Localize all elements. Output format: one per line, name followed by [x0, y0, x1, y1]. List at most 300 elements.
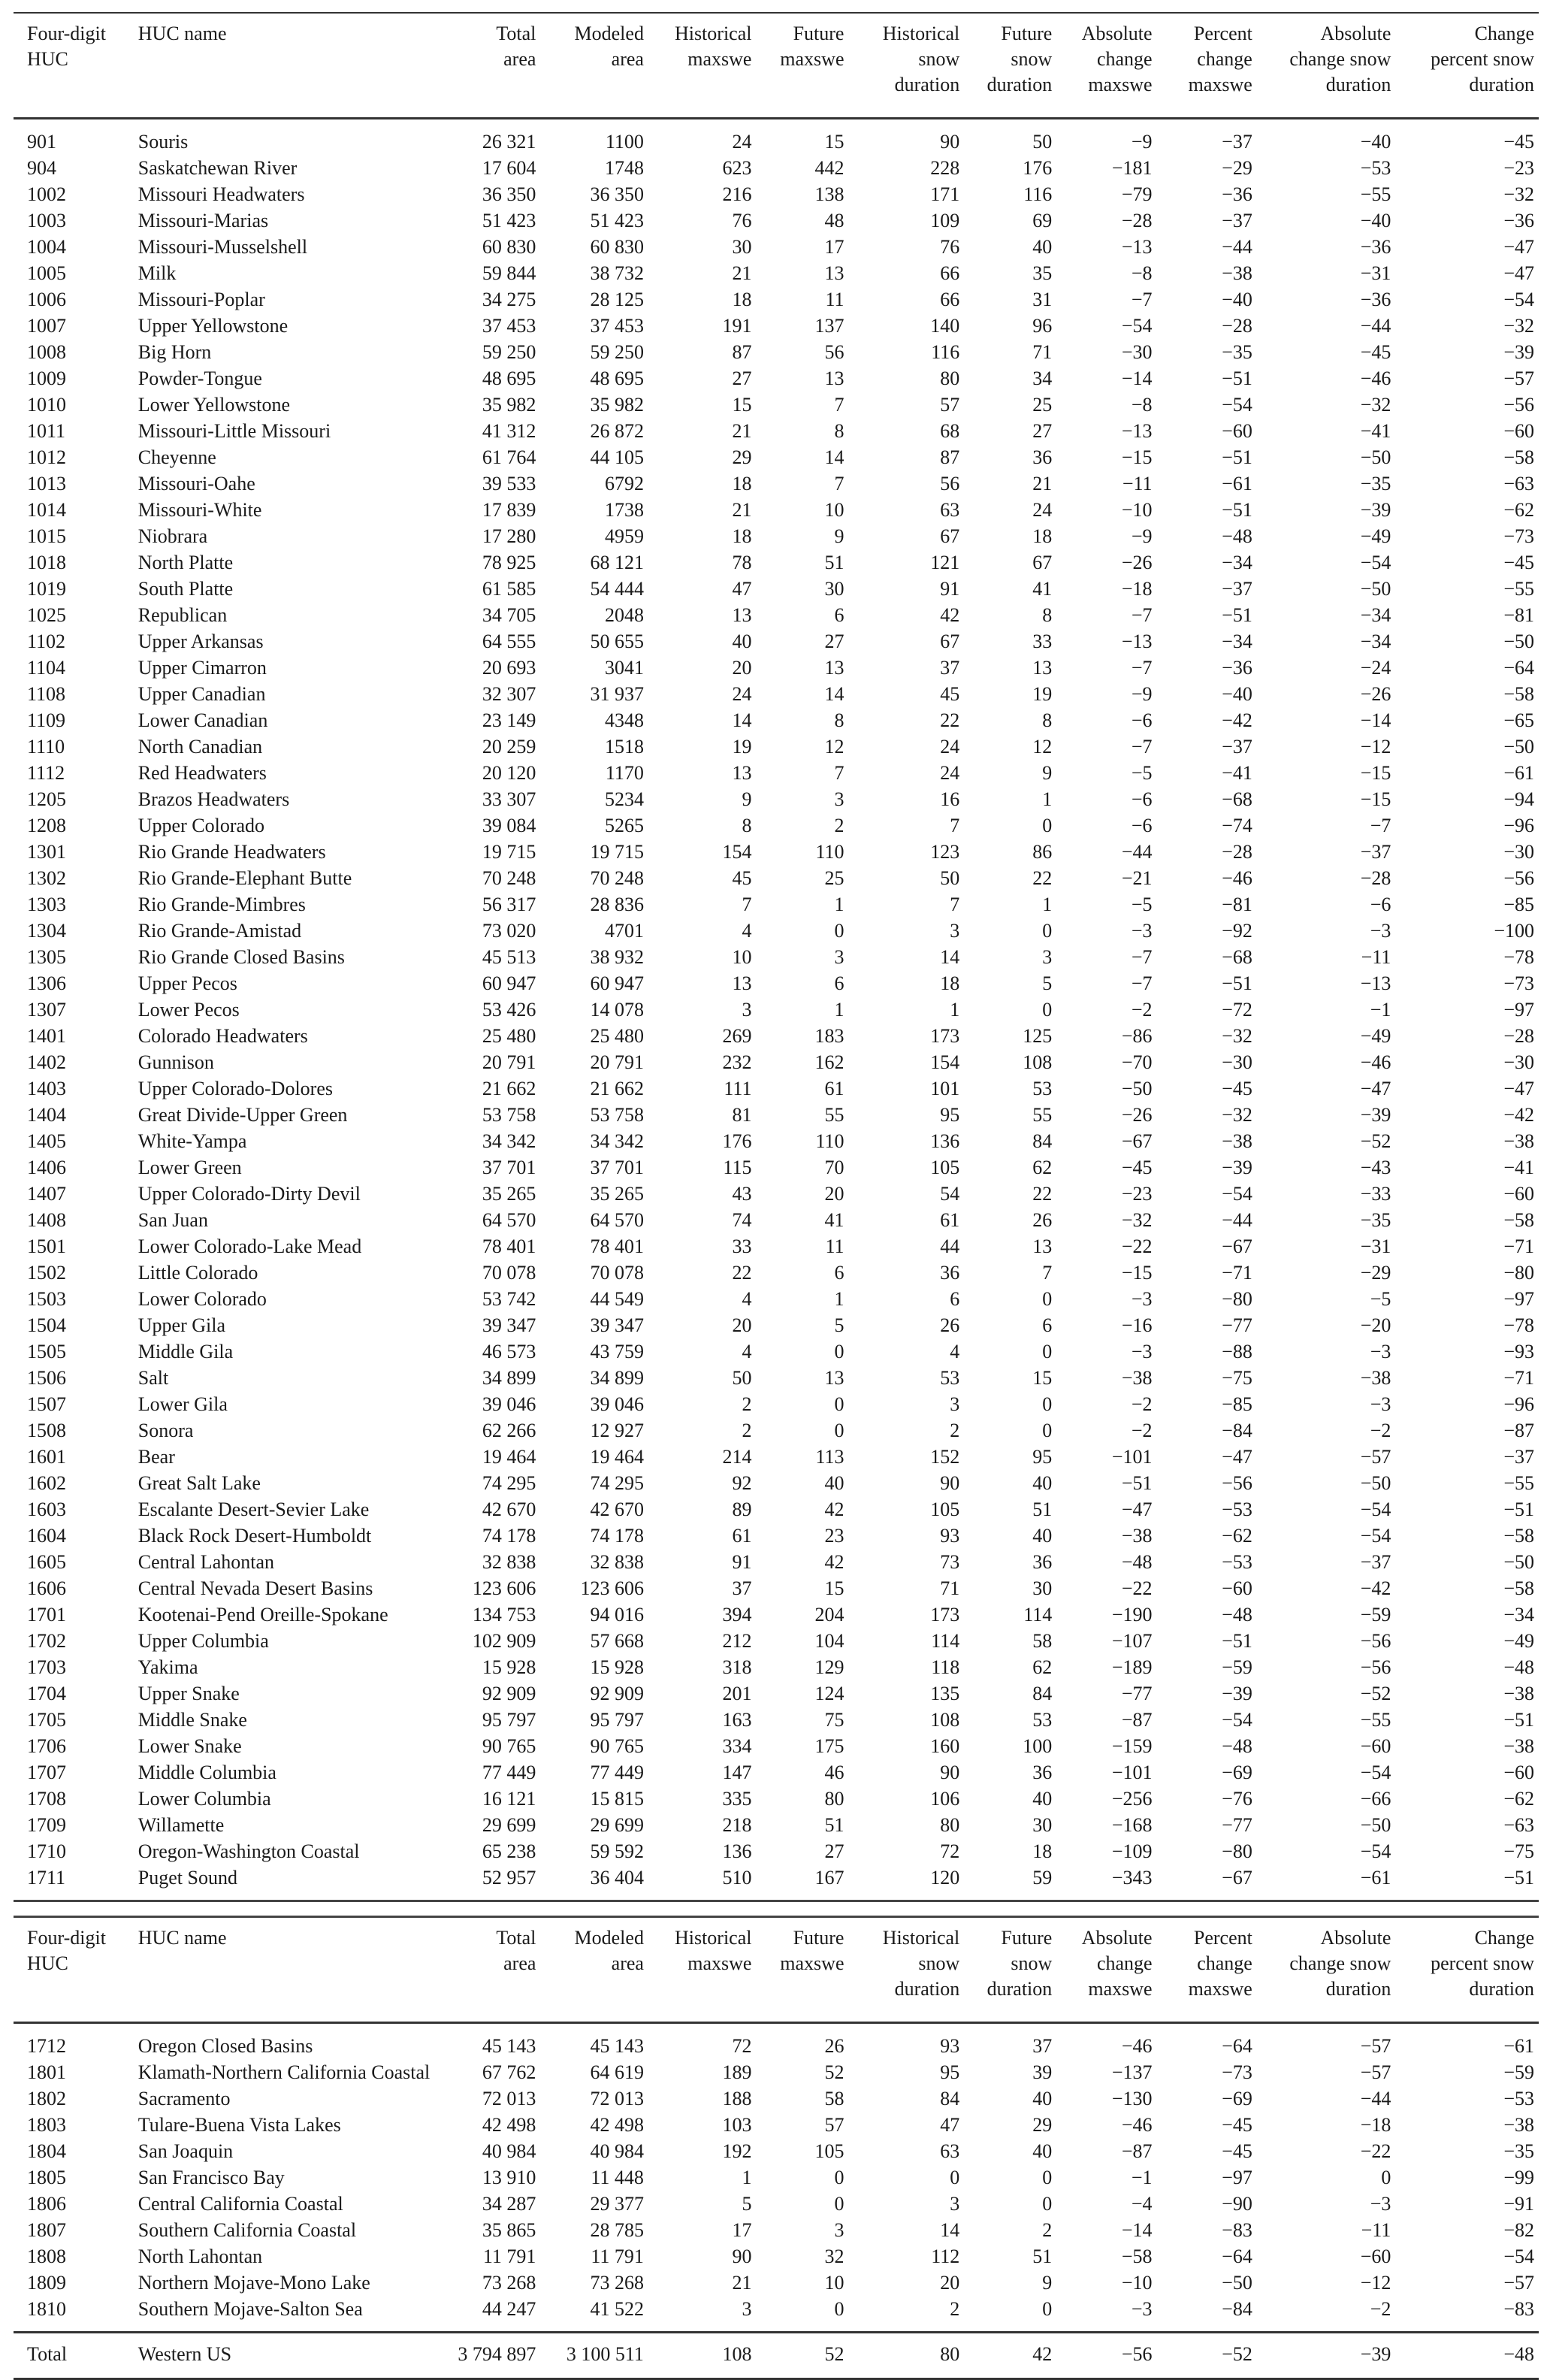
cell-change-percent-snow-duration: −51: [1503, 1867, 1534, 1889]
header-line: Future: [793, 23, 844, 44]
cell-modeled-area: 42 498: [590, 2114, 644, 2136]
cell-change-percent-snow-duration: −54: [1503, 2245, 1534, 2267]
cell-future-snow-duration: 53: [1032, 1709, 1053, 1731]
cell-absolute-change-maxswe: −14: [1121, 2219, 1153, 2241]
cell-total-area: 46 573: [482, 1341, 536, 1362]
cell-future-snow-duration: 40: [1032, 236, 1053, 258]
cell-historical-maxswe: 9: [742, 788, 752, 810]
cell-huc-code: 1404: [27, 1104, 66, 1126]
cell-modeled-area: 77 449: [590, 1762, 644, 1783]
cell-modeled-area: 36 350: [590, 183, 644, 205]
cell-huc-name: Missouri Headwaters: [137, 183, 305, 205]
header-line: duration: [1325, 74, 1391, 95]
cell-total-area: 19 464: [482, 1446, 536, 1468]
cell-huc-name: Rio Grande-Mimbres: [137, 894, 306, 915]
cell-future-snow-duration: 9: [1042, 762, 1053, 784]
cell-absolute-change-snow-duration: −34: [1360, 604, 1391, 626]
cell-change-percent-snow-duration: −48: [1503, 2343, 1534, 2365]
cell-percent-change-maxswe: −44: [1222, 236, 1252, 258]
cell-historical-snow-duration: 66: [940, 262, 960, 284]
cell-absolute-change-snow-duration: −56: [1360, 1630, 1391, 1652]
cell-modeled-area: 39 046: [590, 1393, 644, 1415]
cell-percent-change-maxswe: −51: [1222, 499, 1252, 521]
cell-absolute-change-maxswe: −190: [1111, 1604, 1153, 1625]
cell-change-percent-snow-duration: −50: [1503, 736, 1534, 758]
cell-future-maxswe: 32: [824, 2245, 844, 2267]
cell-historical-snow-duration: 93: [940, 1525, 960, 1547]
cell-absolute-change-maxswe: −87: [1121, 1709, 1153, 1731]
table-row: [14, 1049, 1539, 1075]
cell-absolute-change-maxswe: −181: [1111, 157, 1153, 179]
cell-absolute-change-snow-duration: −11: [1361, 946, 1391, 968]
cell-huc-name: Upper Snake: [137, 1683, 240, 1704]
header-line: Future: [1001, 1927, 1053, 1949]
cell-total-area: 40 984: [482, 2140, 536, 2162]
cell-change-percent-snow-duration: −87: [1503, 1420, 1534, 1441]
cell-percent-change-maxswe: −68: [1222, 788, 1252, 810]
cell-historical-maxswe: 76: [732, 210, 752, 231]
cell-absolute-change-snow-duration: −47: [1360, 1078, 1391, 1099]
cell-historical-snow-duration: 50: [940, 867, 960, 889]
cell-change-percent-snow-duration: −47: [1503, 1078, 1534, 1099]
cell-total-area: 134 753: [472, 1604, 536, 1625]
cell-historical-maxswe: 47: [732, 578, 752, 600]
cell-future-snow-duration: 8: [1042, 709, 1053, 731]
cell-huc-code: 1019: [27, 578, 66, 600]
cell-absolute-change-maxswe: −107: [1111, 1630, 1153, 1652]
cell-total-area: 17 839: [482, 499, 536, 521]
cell-historical-snow-duration: 90: [940, 131, 960, 153]
cell-future-snow-duration: 55: [1032, 1104, 1053, 1126]
cell-huc-code: 1018: [27, 552, 66, 573]
cell-modeled-area: 43 759: [590, 1341, 644, 1362]
cell-future-snow-duration: 22: [1032, 867, 1053, 889]
cell-total-area: 26 321: [482, 131, 536, 153]
cell-future-maxswe: 14: [824, 446, 844, 468]
cell-percent-change-maxswe: −85: [1222, 1393, 1252, 1415]
cell-huc-name: Northern Mojave-Mono Lake: [137, 2272, 370, 2294]
table-row: [14, 733, 1539, 760]
cell-change-percent-snow-duration: −57: [1503, 2272, 1534, 2294]
cell-absolute-change-maxswe: −256: [1111, 1788, 1153, 1810]
cell-modeled-area: 35 265: [590, 1183, 644, 1205]
cell-future-maxswe: 51: [824, 1814, 844, 1836]
cell-absolute-change-maxswe: −58: [1121, 2245, 1153, 2267]
cell-absolute-change-snow-duration: −56: [1360, 1656, 1391, 1678]
cell-change-percent-snow-duration: −97: [1503, 999, 1534, 1021]
cell-future-maxswe: 13: [824, 1367, 844, 1389]
cell-absolute-change-snow-duration: −11: [1361, 2219, 1391, 2241]
cell-change-percent-snow-duration: −71: [1503, 1367, 1534, 1389]
cell-historical-maxswe: 3: [742, 999, 752, 1021]
header-line: duration: [1469, 74, 1534, 95]
cell-historical-snow-duration: 95: [940, 1104, 960, 1126]
cell-historical-maxswe: 81: [732, 1104, 752, 1126]
cell-huc-code: 1507: [27, 1393, 66, 1415]
table-row: [14, 786, 1539, 812]
header-line: HUC: [27, 48, 68, 70]
cell-future-maxswe: 6: [834, 972, 844, 994]
cell-huc-code: 1407: [27, 1183, 66, 1205]
cell-huc-name: Upper Arkansas: [137, 631, 264, 652]
cell-modeled-area: 59 250: [590, 341, 644, 363]
cell-modeled-area: 28 785: [590, 2219, 644, 2241]
cell-absolute-change-maxswe: −3: [1131, 2298, 1153, 2320]
document-page: [14, 12, 1539, 2380]
cell-percent-change-maxswe: −34: [1222, 631, 1252, 652]
table-row: [14, 1680, 1539, 1707]
cell-absolute-change-snow-duration: −54: [1360, 1762, 1391, 1783]
cell-percent-change-maxswe: −51: [1222, 972, 1252, 994]
cell-huc-code: 1701: [27, 1604, 66, 1625]
cell-huc-code: 1603: [27, 1498, 66, 1520]
table-row: [14, 2217, 1539, 2243]
header-line: Four-digit: [27, 1927, 106, 1949]
cell-absolute-change-snow-duration: −49: [1360, 1025, 1391, 1047]
cell-modeled-area: 53 758: [590, 1104, 644, 1126]
cell-modeled-area: 4959: [604, 525, 644, 547]
cell-huc-name: Salt: [137, 1367, 169, 1389]
cell-modeled-area: 32 838: [590, 1551, 644, 1573]
cell-percent-change-maxswe: −83: [1222, 2219, 1252, 2241]
cell-future-snow-duration: 67: [1032, 552, 1053, 573]
cell-change-percent-snow-duration: −100: [1494, 920, 1534, 942]
cell-absolute-change-maxswe: −168: [1111, 1814, 1153, 1836]
cell-absolute-change-maxswe: −9: [1131, 683, 1153, 705]
cell-percent-change-maxswe: −51: [1222, 604, 1252, 626]
header-line: duration: [894, 74, 960, 95]
cell-future-maxswe: 80: [824, 1788, 844, 1810]
cell-percent-change-maxswe: −39: [1222, 1683, 1252, 1704]
cell-huc-code: 1604: [27, 1525, 66, 1547]
cell-future-maxswe: 8: [834, 420, 844, 442]
cell-total-area: 60 830: [482, 236, 536, 258]
cell-huc-code: 1104: [27, 657, 66, 679]
cell-future-snow-duration: 40: [1032, 2140, 1053, 2162]
cell-future-maxswe: 17: [824, 236, 844, 258]
cell-future-snow-duration: 35: [1032, 262, 1053, 284]
cell-modeled-area: 5234: [604, 788, 644, 810]
cell-historical-maxswe: 43: [732, 1183, 752, 1205]
table-row: [14, 549, 1539, 576]
cell-historical-maxswe: 50: [732, 1367, 752, 1389]
column-header-huc-name: [129, 1917, 430, 2023]
cell-huc-name: Missouri-White: [137, 499, 262, 521]
table-row: [14, 1523, 1539, 1549]
cell-change-percent-snow-duration: −36: [1503, 210, 1534, 231]
cell-future-snow-duration: 40: [1032, 1525, 1053, 1547]
cell-absolute-change-maxswe: −38: [1121, 1525, 1153, 1547]
cell-huc-name: Great Salt Lake: [137, 1472, 261, 1494]
cell-modeled-area: 1100: [605, 131, 644, 153]
column-header-modeled-area: [545, 13, 653, 119]
cell-change-percent-snow-duration: −60: [1503, 1183, 1534, 1205]
header-line: Absolute: [1081, 1927, 1153, 1949]
table-row: [14, 1233, 1539, 1260]
cell-percent-change-maxswe: −56: [1222, 1472, 1252, 1494]
cell-huc-code: 1406: [27, 1157, 66, 1178]
header-line: percent snow: [1431, 48, 1534, 70]
cell-modeled-area: 2048: [604, 604, 644, 626]
cell-future-maxswe: 8: [834, 709, 844, 731]
cell-huc-code: 1703: [27, 1656, 66, 1678]
cell-change-percent-snow-duration: −83: [1503, 2298, 1534, 2320]
cell-absolute-change-snow-duration: −20: [1360, 1314, 1391, 1336]
cell-absolute-change-maxswe: −137: [1111, 2061, 1153, 2083]
cell-future-maxswe: 40: [824, 1472, 844, 1494]
cell-change-percent-snow-duration: −55: [1503, 1472, 1534, 1494]
cell-total-area: 62 266: [482, 1420, 536, 1441]
cell-future-maxswe: 13: [824, 262, 844, 284]
cell-historical-snow-duration: 112: [931, 2245, 960, 2267]
cell-total-area: 44 247: [482, 2298, 536, 2320]
cell-historical-snow-duration: 71: [940, 1577, 960, 1599]
cell-historical-maxswe: 33: [732, 1235, 752, 1257]
cell-huc-code: 1805: [27, 2167, 66, 2188]
cell-modeled-area: 37 701: [590, 1157, 644, 1178]
cell-huc-code: 1508: [27, 1420, 66, 1441]
cell-change-percent-snow-duration: −38: [1503, 2114, 1534, 2136]
table-row: [14, 1312, 1539, 1338]
cell-percent-change-maxswe: −71: [1222, 1262, 1252, 1284]
cell-huc-code: 1702: [27, 1630, 66, 1652]
cell-future-maxswe: 3: [834, 788, 844, 810]
cell-future-maxswe: 6: [834, 1262, 844, 1284]
cell-modeled-area: 64 570: [590, 1209, 644, 1231]
cell-huc-code: 1205: [27, 788, 66, 810]
cell-future-maxswe: 48: [824, 210, 844, 231]
cell-total-area: 34 287: [482, 2193, 536, 2215]
cell-historical-snow-duration: 105: [930, 1157, 960, 1178]
cell-absolute-change-snow-duration: −54: [1360, 1525, 1391, 1547]
cell-historical-snow-duration: 14: [940, 946, 960, 968]
cell-change-percent-snow-duration: −58: [1503, 683, 1534, 705]
cell-absolute-change-snow-duration: −44: [1360, 315, 1391, 337]
cell-absolute-change-snow-duration: −40: [1360, 210, 1391, 231]
cell-total-area: 59 844: [482, 262, 536, 284]
cell-historical-snow-duration: 63: [940, 2140, 960, 2162]
cell-absolute-change-snow-duration: −28: [1360, 867, 1391, 889]
cell-historical-snow-duration: 0: [950, 2167, 960, 2188]
table-row: [14, 707, 1539, 733]
cell-change-percent-snow-duration: −28: [1503, 1025, 1534, 1047]
cell-change-percent-snow-duration: −58: [1503, 446, 1534, 468]
table-row: [14, 1864, 1539, 1901]
header-line: snow: [918, 1952, 960, 1974]
cell-future-maxswe: 25: [824, 867, 844, 889]
cell-total-area: 25 480: [482, 1025, 536, 1047]
cell-future-maxswe: 183: [814, 1025, 844, 1047]
column-header-future-maxswe: [760, 1917, 853, 2023]
cell-modeled-area: 90 765: [590, 1735, 644, 1757]
cell-percent-change-maxswe: −75: [1222, 1367, 1252, 1389]
cell-historical-snow-duration: 2: [950, 1420, 960, 1441]
cell-historical-maxswe: 176: [722, 1130, 752, 1152]
cell-historical-maxswe: 20: [732, 1314, 752, 1336]
cell-future-maxswe: 5: [834, 1314, 844, 1336]
cell-change-percent-snow-duration: −38: [1503, 1130, 1534, 1152]
cell-change-percent-snow-duration: −30: [1503, 841, 1534, 863]
cell-huc-code: 1208: [27, 815, 66, 836]
cell-absolute-change-maxswe: −46: [1121, 2035, 1153, 2057]
cell-huc-name: Oregon Closed Basins: [137, 2035, 313, 2057]
cell-change-percent-snow-duration: −58: [1503, 1577, 1534, 1599]
cell-huc-name: Rio Grande Headwaters: [137, 841, 326, 863]
cell-percent-change-maxswe: −74: [1222, 815, 1252, 836]
cell-future-maxswe: 7: [834, 762, 844, 784]
cell-future-maxswe: 51: [824, 552, 844, 573]
cell-historical-maxswe: 37: [732, 1577, 752, 1599]
table-row: [14, 1601, 1539, 1628]
cell-future-maxswe: 56: [824, 341, 844, 363]
cell-future-maxswe: 6: [834, 604, 844, 626]
cell-historical-maxswe: 147: [722, 1762, 752, 1783]
cell-future-snow-duration: 40: [1032, 1788, 1053, 1810]
cell-huc-code: 1502: [27, 1262, 66, 1284]
cell-huc-name: Saskatchewan River: [137, 157, 298, 179]
cell-absolute-change-snow-duration: −24: [1360, 657, 1391, 679]
cell-absolute-change-snow-duration: −26: [1360, 683, 1391, 705]
cell-absolute-change-maxswe: −7: [1131, 289, 1153, 310]
cell-historical-maxswe: 78: [732, 552, 752, 573]
cell-huc-code: 1706: [27, 1735, 66, 1757]
cell-historical-maxswe: 3: [742, 2298, 752, 2320]
cell-absolute-change-snow-duration: −46: [1360, 1051, 1391, 1073]
cell-historical-snow-duration: 140: [930, 315, 960, 337]
cell-future-maxswe: 10: [824, 499, 844, 521]
cell-modeled-area: 38 932: [590, 946, 644, 968]
cell-absolute-change-maxswe: −13: [1121, 420, 1153, 442]
cell-change-percent-snow-duration: −49: [1503, 1630, 1534, 1652]
cell-percent-change-maxswe: −28: [1222, 315, 1252, 337]
header-line: snow: [918, 48, 960, 70]
cell-future-snow-duration: 6: [1042, 1314, 1053, 1336]
cell-huc-name: Central Nevada Desert Basins: [137, 1577, 373, 1599]
cell-huc-code: 1601: [27, 1446, 66, 1468]
cell-percent-change-maxswe: −53: [1222, 1551, 1252, 1573]
cell-percent-change-maxswe: −37: [1222, 210, 1252, 231]
header-line: maxswe: [687, 48, 752, 70]
table-row: [14, 1075, 1539, 1102]
cell-absolute-change-maxswe: −22: [1121, 1235, 1153, 1257]
header-line: maxswe: [1088, 74, 1153, 95]
cell-historical-snow-duration: 80: [940, 367, 960, 389]
cell-future-maxswe: 58: [824, 2088, 844, 2109]
cell-huc-code: 1709: [27, 1814, 66, 1836]
cell-huc-code: 1112: [27, 762, 65, 784]
cell-absolute-change-maxswe: −79: [1121, 183, 1153, 205]
column-header-huc-name: [129, 13, 430, 119]
cell-absolute-change-maxswe: −32: [1121, 1209, 1153, 1231]
cell-total-area: 34 899: [482, 1367, 536, 1389]
cell-total-area: 56 317: [482, 894, 536, 915]
cell-modeled-area: 42 670: [590, 1498, 644, 1520]
cell-huc-name: Niobrara: [137, 525, 208, 547]
cell-total-area: 65 238: [482, 1840, 536, 1862]
cell-huc-name: Lower Yellowstone: [137, 394, 290, 416]
cell-percent-change-maxswe: −84: [1222, 2298, 1252, 2320]
cell-future-snow-duration: 0: [1042, 2193, 1053, 2215]
cell-huc-name: Upper Colorado: [137, 815, 265, 836]
cell-total-area: 37 453: [482, 315, 536, 337]
cell-huc-code: 904: [27, 157, 56, 179]
cell-huc-name: Republican: [137, 604, 228, 626]
header-line: HUC: [27, 1952, 68, 1974]
cell-absolute-change-maxswe: −26: [1121, 1104, 1153, 1126]
cell-historical-snow-duration: 73: [940, 1551, 960, 1573]
cell-huc-code: 1010: [27, 394, 66, 416]
cell-modeled-area: 36 404: [590, 1867, 644, 1889]
cell-change-percent-snow-duration: −56: [1503, 867, 1534, 889]
cell-absolute-change-maxswe: −3: [1131, 1288, 1153, 1310]
cell-future-snow-duration: 108: [1023, 1051, 1053, 1073]
cell-absolute-change-maxswe: −38: [1121, 1367, 1153, 1389]
cell-future-maxswe: 104: [814, 1630, 844, 1652]
cell-modeled-area: 123 606: [580, 1577, 644, 1599]
cell-historical-maxswe: 111: [724, 1078, 752, 1099]
cell-huc-name: Lower Snake: [137, 1735, 242, 1757]
cell-huc-code: 1802: [27, 2088, 66, 2109]
cell-modeled-area: 26 872: [590, 420, 644, 442]
cell-change-percent-snow-duration: −45: [1503, 131, 1534, 153]
cell-future-snow-duration: 25: [1032, 394, 1053, 416]
cell-future-maxswe: 23: [824, 1525, 844, 1547]
cell-absolute-change-snow-duration: 0: [1381, 2167, 1391, 2188]
cell-change-percent-snow-duration: −60: [1503, 1762, 1534, 1783]
table-row: [14, 2191, 1539, 2217]
cell-future-snow-duration: 12: [1032, 736, 1053, 758]
cell-future-snow-duration: 3: [1042, 946, 1053, 968]
cell-total-area: 34 705: [482, 604, 536, 626]
table-row: [14, 1759, 1539, 1786]
cell-historical-maxswe: 20: [732, 657, 752, 679]
cell-historical-maxswe: 103: [722, 2114, 752, 2136]
huc-snow-table-part1: [14, 12, 1539, 1902]
cell-historical-snow-duration: 6: [950, 1288, 960, 1310]
cell-absolute-change-maxswe: −13: [1121, 236, 1153, 258]
cell-huc-code: 1109: [27, 709, 66, 731]
cell-huc-name: Upper Gila: [137, 1314, 226, 1336]
cell-future-maxswe: 52: [824, 2343, 844, 2365]
cell-absolute-change-snow-duration: −31: [1360, 1235, 1391, 1257]
cell-huc-code: 1303: [27, 894, 66, 915]
cell-modeled-area: 59 592: [590, 1840, 644, 1862]
cell-absolute-change-maxswe: −9: [1131, 131, 1153, 153]
cell-absolute-change-snow-duration: −3: [1370, 1341, 1391, 1362]
cell-total-area: 34 342: [482, 1130, 536, 1152]
cell-absolute-change-snow-duration: −39: [1360, 2343, 1391, 2365]
cell-percent-change-maxswe: −67: [1222, 1867, 1252, 1889]
header-line: Historical: [674, 1927, 752, 1949]
cell-percent-change-maxswe: −39: [1222, 1157, 1252, 1178]
cell-absolute-change-snow-duration: −14: [1360, 709, 1391, 731]
cell-total-area: 17 604: [482, 157, 536, 179]
cell-absolute-change-snow-duration: −3: [1370, 920, 1391, 942]
table-header: [14, 13, 1539, 119]
cell-change-percent-snow-duration: −54: [1503, 289, 1534, 310]
cell-future-snow-duration: 1: [1042, 894, 1053, 915]
cell-historical-maxswe: 21: [732, 262, 752, 284]
cell-total-area: 20 120: [482, 762, 536, 784]
cell-percent-change-maxswe: −32: [1222, 1025, 1252, 1047]
cell-change-percent-snow-duration: −71: [1503, 1235, 1534, 1257]
cell-change-percent-snow-duration: −58: [1503, 1209, 1534, 1231]
cell-percent-change-maxswe: −35: [1222, 341, 1252, 363]
cell-future-snow-duration: 114: [1023, 1604, 1053, 1625]
cell-percent-change-maxswe: −38: [1222, 262, 1252, 284]
cell-change-percent-snow-duration: −96: [1503, 815, 1534, 836]
cell-absolute-change-snow-duration: −3: [1370, 1393, 1391, 1415]
